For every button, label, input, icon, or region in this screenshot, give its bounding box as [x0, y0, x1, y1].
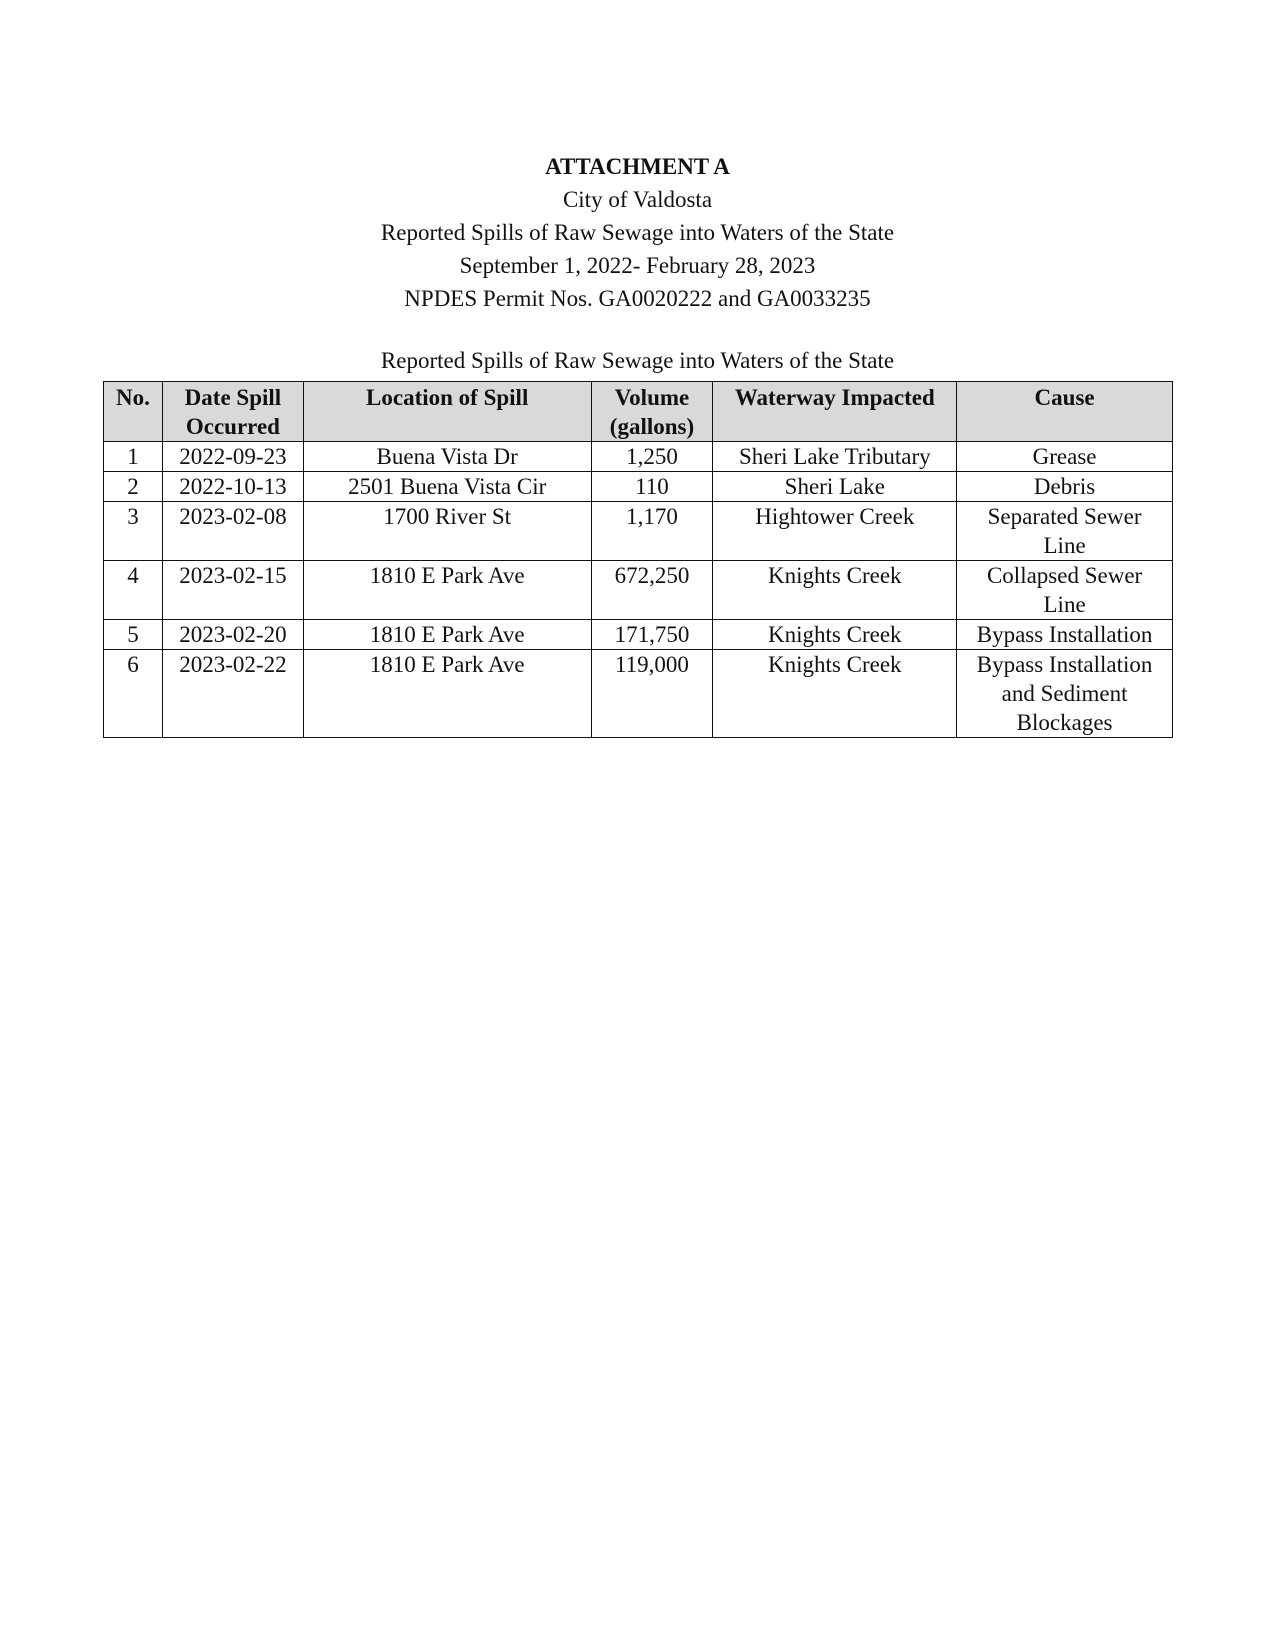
table-caption: Reported Spills of Raw Sewage into Waters of the State — [380, 348, 895, 373]
cell-volume: 171,750 — [591, 620, 713, 650]
cell-waterway: Sheri Lake — [713, 472, 957, 502]
cell-location: Buena Vista Dr — [303, 442, 591, 472]
column-header-date: Date Spill Occurred — [162, 382, 303, 442]
cell-location: 1810 E Park Ave — [303, 561, 591, 620]
cell-cause: Separated Sewer Line — [957, 502, 1173, 561]
spills-table — [103, 381, 1173, 738]
cell-no: 4 — [104, 561, 163, 620]
city-name: City of Valdosta — [562, 187, 713, 212]
cell-location: 2501 Buena Vista Cir — [303, 472, 591, 502]
document-header — [0, 150, 1275, 315]
cell-no: 5 — [104, 620, 163, 650]
cell-date: 2023-02-15 — [162, 561, 303, 620]
cell-no: 1 — [104, 442, 163, 472]
table-header-row — [104, 382, 1173, 442]
attachment-title: ATTACHMENT A — [545, 154, 730, 179]
cell-volume: 672,250 — [591, 561, 713, 620]
column-header-waterway: Waterway Impacted — [713, 382, 957, 442]
table-row — [104, 502, 1173, 561]
cell-volume: 110 — [591, 472, 713, 502]
cell-date: 2023-02-08 — [162, 502, 303, 561]
cell-date: 2022-09-23 — [162, 442, 303, 472]
cell-no: 6 — [104, 650, 163, 738]
cell-waterway: Sheri Lake Tributary — [713, 442, 957, 472]
cell-cause: Debris — [957, 472, 1173, 502]
cell-waterway: Knights Creek — [713, 620, 957, 650]
cell-waterway: Knights Creek — [713, 650, 957, 738]
cell-date: 2023-02-20 — [162, 620, 303, 650]
cell-location: 1810 E Park Ave — [303, 620, 591, 650]
table-row — [104, 650, 1173, 738]
cell-cause: Bypass Installation and Sediment Blockages — [957, 650, 1173, 738]
report-subtitle: Reported Spills of Raw Sewage into Waters of the State — [380, 220, 895, 245]
cell-volume: 1,170 — [591, 502, 713, 561]
cell-no: 3 — [104, 502, 163, 561]
permit-numbers: NPDES Permit Nos. GA0020222 and GA0033235 — [404, 286, 871, 311]
cell-location: 1700 River St — [303, 502, 591, 561]
cell-date: 2023-02-22 — [162, 650, 303, 738]
column-header-location: Location of Spill — [303, 382, 591, 442]
cell-date: 2022-10-13 — [162, 472, 303, 502]
date-range: September 1, 2022- February 28, 2023 — [459, 253, 816, 278]
column-header-volume: Volume (gallons) — [591, 382, 713, 442]
cell-cause: Grease — [957, 442, 1173, 472]
table-row — [104, 620, 1173, 650]
table-row — [104, 561, 1173, 620]
cell-volume: 1,250 — [591, 442, 713, 472]
cell-cause: Bypass Installation — [957, 620, 1173, 650]
column-header-no: No. — [104, 382, 163, 442]
cell-cause: Collapsed Sewer Line — [957, 561, 1173, 620]
cell-no: 2 — [104, 472, 163, 502]
cell-waterway: Knights Creek — [713, 561, 957, 620]
table-row — [104, 442, 1173, 472]
cell-location: 1810 E Park Ave — [303, 650, 591, 738]
cell-volume: 119,000 — [591, 650, 713, 738]
cell-waterway: Hightower Creek — [713, 502, 957, 561]
column-header-cause: Cause — [957, 382, 1173, 442]
table-row — [104, 472, 1173, 502]
